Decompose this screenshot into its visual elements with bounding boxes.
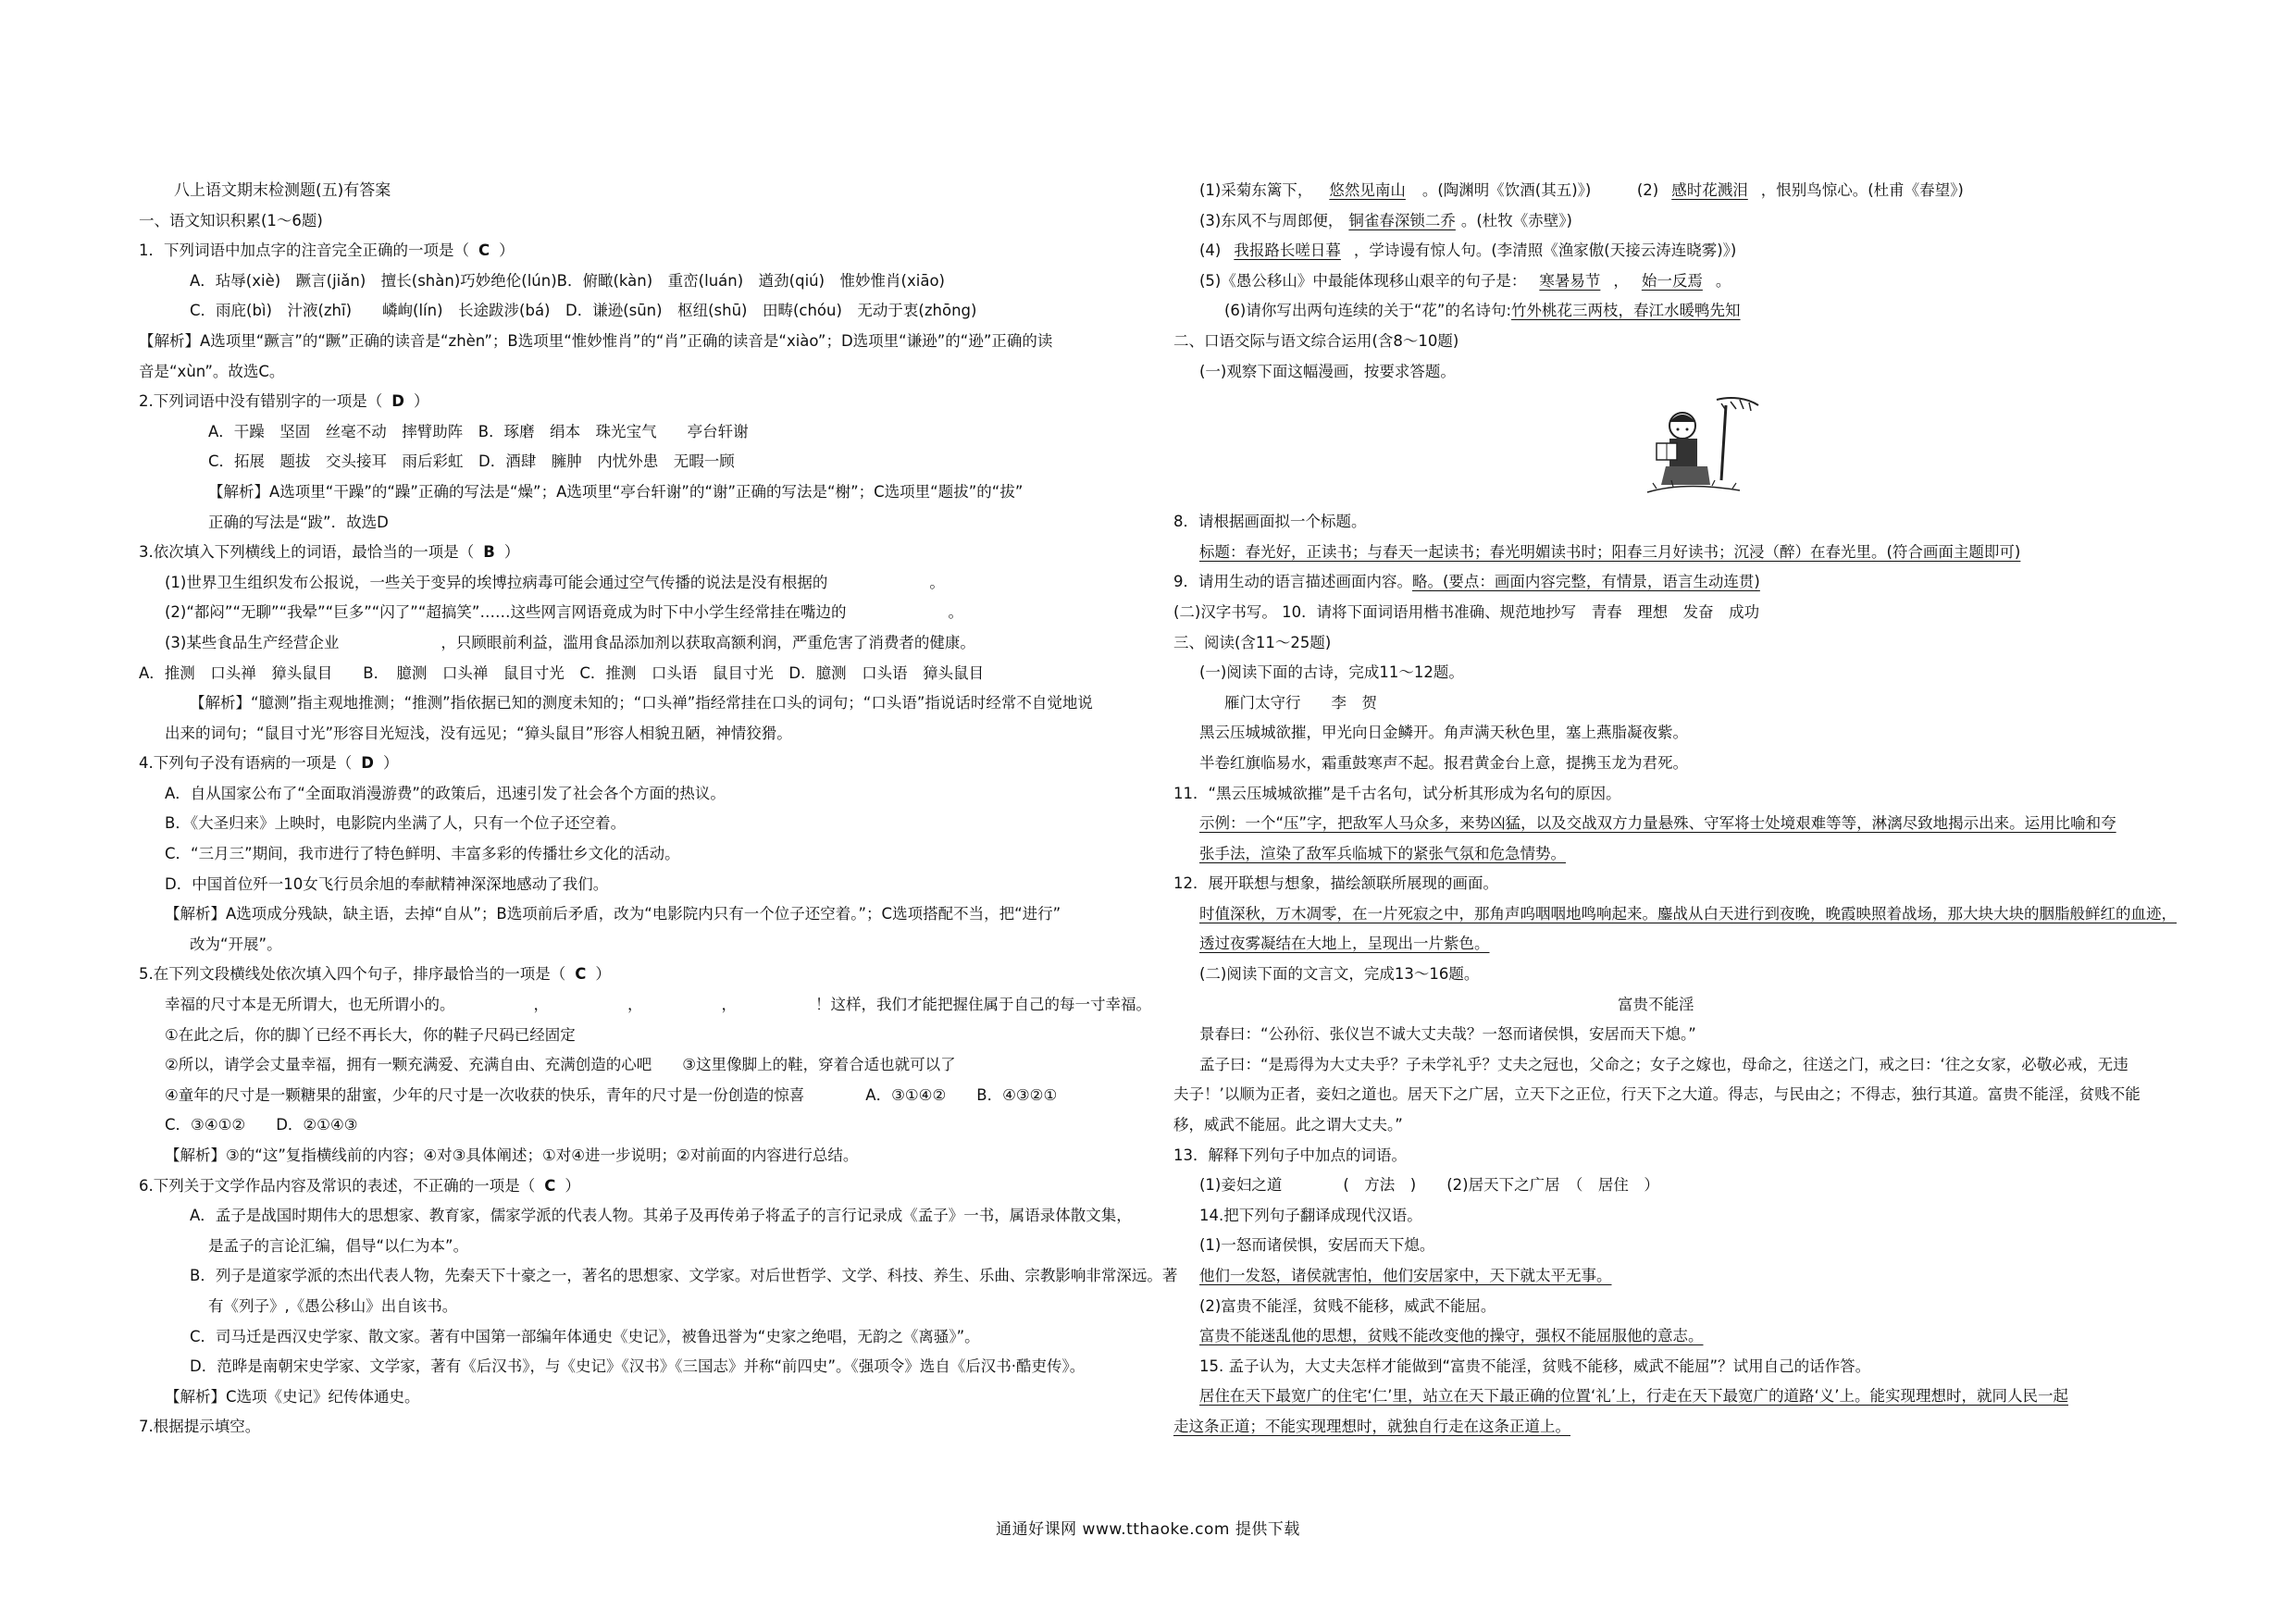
essay-text: 景春曰：“公孙衍、张仪岂不诚大丈夫哉？一怒而诸侯惧，安居而天下熄。” bbox=[1199, 1025, 1696, 1044]
option: C．③④①② D．②①④③ bbox=[165, 1116, 358, 1134]
option: A．孟子是战国时期伟大的思想家、教育家，儒家学派的代表人物。其弟子及再传弟子将孟子的言行记录成《孟子》一书，属语录体散文集， bbox=[190, 1207, 1132, 1225]
answer: C bbox=[478, 242, 490, 260]
essay-text: 孟子曰：“是焉得为大丈夫乎？子未学礼乎？丈夫之冠也，父命之；女子之嫁也，母命之，往送之门，戒之曰：‘往之女家，必敬必戒，无违 bbox=[1199, 1055, 2128, 1073]
question-stem: 6.下列关于文学作品内容及常识的表述，不正确的一项是（ C ） bbox=[139, 1176, 580, 1195]
fill-blank: (6)请你写出两句连续的关于“花”的名诗句:竹外桃花三两枝，春江水暖鸭先知 bbox=[1224, 302, 1741, 320]
fill-blank: (5)《愚公移山》中最能体现移山艰辛的句子是： 寒暑易节 ， 始一反焉 。 bbox=[1199, 271, 1731, 290]
option: C．司马迁是西汉史学家、散文家。著有中国第一部编年体通史《史记》，被鲁迅誉为“史家之绝唱，无韵之《离骚》”。 bbox=[190, 1327, 980, 1345]
option: A．推测 口头禅 獐头鼠目 B． 臆测 口头禅 鼠目寸光 C．推测 口头语 鼠目寸光 D．臆测 口头语 獐头鼠目 bbox=[139, 663, 985, 682]
answer: 透过夜雾凝结在大地上，呈现出一片紫色。 bbox=[1199, 935, 1490, 953]
answer: 走这条正道；不能实现理想时，就独自行走在这条正道上。 bbox=[1173, 1417, 1570, 1435]
sentence: ④童年的尺寸是一颗糖果的甜蜜，少年的尺寸是一次收获的快乐，青年的尺寸是一份创造的惊喜 A．③①④② B．④③②① bbox=[165, 1085, 1058, 1104]
question-stem: 5.在下列文段横线处依次填入四个句子，排序最恰当的一项是（ C ） bbox=[139, 965, 611, 984]
fill-blank: (3)东风不与周郎便， 铜雀春深锁二乔 。(杜牧《赤壁》) bbox=[1199, 211, 1572, 229]
answer: 悠然见南山 bbox=[1329, 181, 1406, 199]
sentence: (1)一怒而诸侯惧，安居而天下熄。 bbox=[1199, 1236, 1435, 1255]
option: A．自从国家公布了“全面取消漫游费”的政策后，迅速引发了社会各个方面的热议。 bbox=[165, 784, 726, 802]
sub-heading: (二)阅读下面的文言文，完成13～16题。 bbox=[1199, 965, 1480, 984]
fill-blank: (4) 我报路长嗟日暮 ，学诗谩有惊人句。(李清照《渔家傲(天接云涛连晓雾)》) bbox=[1199, 242, 1737, 260]
question-stem: 15. 孟子认为，大丈夫怎样才能做到“富贵不能淫，贫贱不能移，威武不能屈”？试用自己的话作答。 bbox=[1199, 1357, 1871, 1375]
poem-line: 黑云压城城欲摧，甲光向日金鳞开。角声满天秋色里，塞上燕脂凝夜紫。 bbox=[1199, 724, 1688, 742]
answer: (1)妾妇之道 ( 方法 ) (2)居天下之广居 （ 居住 ） bbox=[1199, 1176, 1659, 1195]
passage: 幸福的尺寸本是无所谓大，也无所谓小的。 ， ， ， ！这样，我们才能把握住属于自己的每一寸幸福。 bbox=[165, 996, 1151, 1014]
question-stem: 9．请用生动的语言描述画面内容。略。(要点：画面内容完整，有情景，语言生动连贯) bbox=[1173, 573, 1760, 591]
answer: D bbox=[391, 392, 404, 411]
page-title: 八上语文期末检测题(五)有答案 bbox=[174, 181, 391, 200]
reading-child-cartoon bbox=[1629, 392, 1768, 503]
essay-text: 夫子！’以顺为正者，妾妇之道也。居天下之广居，立天下之正位，行天下之大道。得志，与民由之；不得志，独行其道。富贵不能淫，贫贱不能 bbox=[1173, 1085, 2141, 1104]
section-heading: 二、口语交际与语文综合运用(含8～10题) bbox=[1173, 331, 1459, 350]
explanation: 【解析】A选项里“蹶言”的“蹶”正确的读音是“zhèn”；B选项里“惟妙惟肖”的“肖”正确的读音是“xiào”；D选项里“谦逊”的“逊”正确的读 bbox=[139, 331, 1053, 350]
sentence: (2)“都闷”“无聊”“我晕”“巨多”“闪了”“超搞笑”……这些网言网语竟成为时下中小学生经常挂在嘴边的 。 bbox=[165, 603, 963, 622]
question-stem: 8．请根据画面拟一个标题。 bbox=[1173, 513, 1367, 531]
answer: B bbox=[483, 543, 495, 562]
poem-line: 半卷红旗临易水，霜重鼓寒声不起。报君黄金台上意，提携玉龙为君死。 bbox=[1199, 753, 1688, 772]
sentence: ①在此之后，你的脚丫已经不再长大，你的鞋子尺码已经固定 bbox=[165, 1025, 576, 1044]
question-stem: 2.下列词语中没有错别字的一项是（ D ） bbox=[139, 392, 429, 411]
option: D．范晔是南朝宋史学家、文学家，著有《后汉书》，与《史记》《汉书》《三国志》并称“前四史”。《强项令》选自《后汉书·酷吏传》。 bbox=[190, 1357, 1086, 1376]
question-stem: 7.根据提示填空。 bbox=[139, 1418, 261, 1436]
question-stem: 1．下列词语中加点字的注音完全正确的一项是（ C ） bbox=[139, 242, 515, 260]
sentence: ②所以，请学会丈量幸福，拥有一颗充满爱、充满自由、充满创造的心吧 ③这里像脚上的鞋，穿着合适也就可以了 bbox=[165, 1056, 956, 1074]
answer: 略。(要点：画面内容完整，有情景，语言生动连贯) bbox=[1412, 573, 1760, 591]
answer: 示例：一个“压”字，把敌军人马众多，来势凶猛，以及交战双方力量悬殊、守军将士处境艰难等等，淋漓尽致地揭示出来。运用比喻和夸 bbox=[1199, 814, 2116, 833]
option: D．中国首位歼一10女飞行员余旭的奉献精神深深地感动了我们。 bbox=[165, 874, 609, 893]
right-column bbox=[1173, 176, 2177, 1443]
sentence: (2)富贵不能淫，贫贱不能移，威武不能屈。 bbox=[1199, 1296, 1496, 1315]
left-column bbox=[139, 176, 1178, 1443]
sub-heading: (一)阅读下面的古诗，完成11～12题。 bbox=[1199, 663, 1464, 682]
option: A．干躁 坚固 丝毫不动 摔臂助阵 B．琢磨 绢本 珠光宝气 亭台轩谢 bbox=[208, 422, 749, 440]
question-stem: 14.把下列句子翻译成现代汉语。 bbox=[1199, 1206, 1422, 1224]
sentence: (3)某些食品生产经营企业 ，只顾眼前利益，滥用食品添加剂以获取高额利润，严重危害了消费者的健康。 bbox=[165, 633, 975, 651]
question-stem: 4.下列句子没有语病的一项是（ D ） bbox=[139, 754, 399, 773]
answer: C bbox=[575, 965, 587, 984]
answer: 我报路长嗟日暮 bbox=[1234, 242, 1341, 260]
essay-title: 富贵不能淫 bbox=[1618, 995, 1694, 1013]
poem-title: 雁门太守行 李 贺 bbox=[1224, 693, 1377, 712]
question-stem: 11．“黑云压城城欲摧”是千古名句，试分析其形成为名句的原因。 bbox=[1173, 784, 1621, 802]
answer: D bbox=[361, 754, 374, 773]
answer: 居住在天下最宽广的住宅‘仁’里，站立在天下最正确的位置‘礼’上，行走在天下最宽广的道路‘义’上。能实现理想时，就同人民一起 bbox=[1199, 1387, 2068, 1406]
fill-blank: (1)采菊东篱下， 悠然见南山 。(陶渊明《饮酒(其五)》) (2) 感时花溅泪 ，恨别鸟惊心。(杜甫《春望》) bbox=[1199, 181, 1964, 199]
answer: 标题：春光好，正读书；与春天一起读书；春光明媚读书时；阳春三月好读书；沉浸（醉）在春光里。(符合画面主题即可) bbox=[1199, 542, 2021, 561]
explanation: 出来的词句；“鼠目寸光”形容目光短浅，没有远见；“獐头鼠目”形容人相貌丑陋，神情狡猾。 bbox=[165, 724, 792, 742]
answer: 铜雀春深锁二乔 bbox=[1348, 211, 1456, 229]
sub-heading: (一)观察下面这幅漫画，按要求答题。 bbox=[1199, 362, 1456, 380]
answer: 竹外桃花三两枝，春江水暖鸭先知 bbox=[1511, 302, 1741, 320]
option: C．“三月三”期间，我市进行了特色鲜明、丰富多彩的传播壮乡文化的活动。 bbox=[165, 845, 680, 863]
explanation: 【解析】③的“这”复指横线前的内容；④对③具体阐述；①对④进一步说明；②对前面的内容进行总结。 bbox=[165, 1146, 859, 1164]
answer: 张手法，渲染了敌军兵临城下的紧张气氛和危急情势。 bbox=[1199, 844, 1566, 862]
question-stem: 3.依次填入下列横线上的词语，最恰当的一项是（ B ） bbox=[139, 543, 520, 562]
explanation: 正确的写法是“跋”．故选D bbox=[208, 513, 389, 531]
option: C．雨庇(bì) 汁液(zhī) 嶙峋(lín) 长途跋涉(bá) D．谦逊(sūn) 枢纽(shū) 田畴(chóu) 无动于衷(zhōng) bbox=[190, 302, 977, 320]
answer: C bbox=[544, 1176, 556, 1195]
answer: 时值深秋，万木凋零，在一片死寂之中，那角声呜咽咽地鸣响起来。鏖战从白天进行到夜晚，晚霞映照着战场，那大块大块的胭脂般鲜红的血迹， bbox=[1199, 904, 2177, 923]
footer-credit: 通通好课网 www.tthaoke.com 提供下载 bbox=[996, 1520, 1300, 1539]
option: 是孟子的言论汇编，倡导“以仁为本”。 bbox=[208, 1236, 469, 1255]
explanation: 音是“xùn”。故选C。 bbox=[139, 362, 285, 380]
question-stem: (二)汉字书写。 10．请将下面词语用楷书准确、规范地抄写 青春 理想 发奋 成功 bbox=[1173, 602, 1760, 621]
answer: 感时花溅泪 bbox=[1671, 181, 1748, 199]
section-heading: 一、语文知识积累(1～6题) bbox=[139, 211, 323, 229]
essay-text: 移，威武不能屈。此之谓大丈夫。” bbox=[1173, 1116, 1403, 1134]
section-heading: 三、阅读(含11～25题) bbox=[1173, 633, 1332, 651]
question-stem: 13．解释下列句子中加点的词语。 bbox=[1173, 1146, 1407, 1164]
answer: 寒暑易节 bbox=[1539, 271, 1601, 290]
option: B．《大圣归来》上映时，电影院内坐满了人，只有一个位子还空着。 bbox=[165, 814, 627, 833]
option: 有《列子》,《愚公移山》出自该书。 bbox=[208, 1296, 458, 1315]
question-stem: 12．展开联想与想象，描绘颔联所展现的画面。 bbox=[1173, 874, 1498, 893]
option: B．列子是道家学派的杰出代表人物，先秦天下十豪之一，著名的思想家、文学家。对后世哲学、文学、科技、养生、乐曲、宗教影响非常深远。著 bbox=[190, 1267, 1178, 1285]
explanation: 【解析】C选项《史记》纪传体通史。 bbox=[165, 1387, 420, 1406]
explanation: 【解析】A选项里“干躁”的“躁”正确的写法是“燥”；A选项里“亭台轩谢”的“谢”正确的写法是“榭”；C选项里“题拔”的“拔” bbox=[208, 482, 1024, 501]
explanation: 【解析】A选项成分残缺，缺主语，去掉“自从”；B选项前后矛盾，改为“电影院内只有一个位子还空着。”；C选项搭配不当，把“进行” bbox=[165, 905, 1061, 923]
answer: 始一反焉 bbox=[1641, 271, 1703, 290]
sentence: (1)世界卫生组织发布公报说，一些关于变异的埃博拉病毒可能会通过空气传播的说法是没有根据的 。 bbox=[165, 573, 945, 591]
explanation: 改为“开展”。 bbox=[190, 935, 282, 953]
answer: 富贵不能迷乱他的思想，贫贱不能改变他的操守，强权不能屈服他的意志。 bbox=[1199, 1327, 1704, 1345]
option: A．玷辱(xiè) 蹶言(jiǎn) 擅长(shàn)巧妙绝伦(lún)B．俯瞰(kàn) 重峦(luán) 遒劲(qiú) 惟妙惟肖(xiāo) bbox=[190, 271, 945, 290]
option: C．拓展 题拔 交头接耳 雨后彩虹 D．酒肆 臃肿 内忧外患 无暇一顾 bbox=[208, 452, 735, 471]
explanation: 【解析】“臆测”指主观地推测；“推测”指依据已知的测度未知的；“口头禅”指经常挂在口头的词句；“口头语”指说话时经常不自觉地说 bbox=[190, 694, 1093, 712]
answer: 他们一发怒，诸侯就害怕，他们安居家中，天下就太平无事。 bbox=[1199, 1267, 1612, 1284]
